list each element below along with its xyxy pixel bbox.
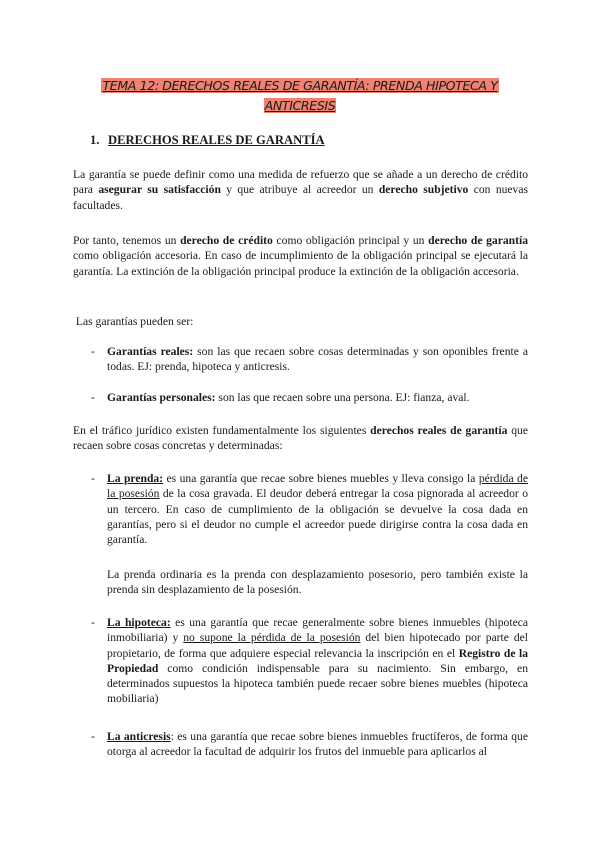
bold-run: derecho subjetivo xyxy=(378,183,469,197)
text-run: : es una garantía que recae sobre bienes inmuebles fructíferos, de forma que otorga al acreedor la facultad de adquirir los frutos del inmueble para aplicarlos al xyxy=(107,730,528,759)
bold-run: La prenda: xyxy=(107,472,164,485)
section-heading xyxy=(90,133,325,148)
text-run: es una garantía que recae generalmente sobre bienes inmuebles (hipoteca inmobiliaria) y xyxy=(107,616,529,645)
paragraph-types-intro: Las garantías pueden ser: xyxy=(73,315,194,328)
text-run: que recaen sobre cosas concretas y determinadas: xyxy=(73,424,528,453)
text-run: del bien hipotecado por parte del propietario, de forma que adquiere especial relevancia la inscripción en el xyxy=(107,631,528,660)
title-line-1: TEMA 12: DERECHOS REALES DE GARANTÍA: PRENDA HIPOTECA Y xyxy=(102,78,498,93)
list-dash: - xyxy=(91,616,95,629)
text-run: La garantía se puede definir como una medida de refuerzo que se añade a un derecho de crédito para xyxy=(73,168,528,197)
list-dash: - xyxy=(91,391,95,404)
list-item-text xyxy=(107,471,528,547)
text-run: como condición indispensable para su nacimiento. Sin embargo, en determinados supuestos la hipoteca también puede recaer sobre bienes muebles (hipoteca mobiliaria) xyxy=(107,661,528,706)
paragraph-credit xyxy=(73,233,528,279)
section-heading-text: DERECHOS REALES DE GARANTÍA xyxy=(108,133,325,147)
list-item-text xyxy=(107,729,528,760)
bold-run: Garantías personales: xyxy=(107,391,216,404)
list-item-text xyxy=(107,615,528,707)
list-item-text xyxy=(107,344,528,375)
bold-run: La anticresis xyxy=(107,730,171,743)
list-dash: - xyxy=(91,472,95,485)
paragraph-real-rights xyxy=(73,423,528,454)
text-run: es una garantía que recae sobre bienes muebles y lleva consigo la xyxy=(163,472,479,485)
text-run: y que atribuye al acreedor un xyxy=(220,183,379,197)
document-title xyxy=(90,76,510,116)
list-item-extra-text: La prenda ordinaria es la prenda con desplazamiento posesorio, pero también existe la prenda sin desplazamiento de la posesión. xyxy=(107,568,528,597)
text-run: con nuevas facultades. xyxy=(73,183,529,212)
underlined-run: pérdida de la posesión xyxy=(107,472,528,501)
text-run: son las que recaen sobre una persona. EJ: fianza, aval. xyxy=(215,391,470,404)
underlined-run: no supone la pérdida de la posesión xyxy=(183,631,361,645)
list-dash: - xyxy=(91,730,95,743)
bold-run: asegurar su satisfacción xyxy=(98,183,221,197)
text-run: En el tráfico jurídico existen fundamentalmente los siguientes xyxy=(73,424,371,437)
list-item-text xyxy=(107,390,528,405)
paragraph-definition xyxy=(73,167,528,213)
text-run: Por tanto, tenemos un xyxy=(73,234,181,247)
text-run: como obligación principal y un xyxy=(272,234,429,247)
list-dash: - xyxy=(91,345,95,358)
section-number: 1. xyxy=(90,133,100,147)
bold-run: derecho de crédito xyxy=(180,234,273,247)
bold-run: derecho de garantía xyxy=(428,234,528,247)
title-line-2: ANTICRESIS xyxy=(264,98,336,113)
text-run: de la cosa gravada. El deudor deberá entregar la cosa pignorada al acreedor o un tercero. En caso de cumplimiento de la obligación se devuelve la cosa dada en garantías, pero si el deudor no cumple el acreedor puede dirigirse contra la cosa dada en garantía. xyxy=(107,487,529,547)
bold-run: Registro de la Propiedad xyxy=(107,646,528,675)
text-run: son las que recaen sobre cosas determinadas y son oponibles frente a todas. EJ: prenda, hipoteca y anticresis. xyxy=(107,345,528,374)
bold-run: derechos reales de garantía xyxy=(370,424,508,437)
bold-run: Garantías reales: xyxy=(107,345,194,358)
text-run: como obligación accesoria. En caso de incumplimiento de la obligación principal se ejecutará la garantía. La extinción de la obligación principal produce la extinción de la obligación accesoria. xyxy=(73,249,528,278)
bold-run: La hipoteca: xyxy=(107,616,171,629)
